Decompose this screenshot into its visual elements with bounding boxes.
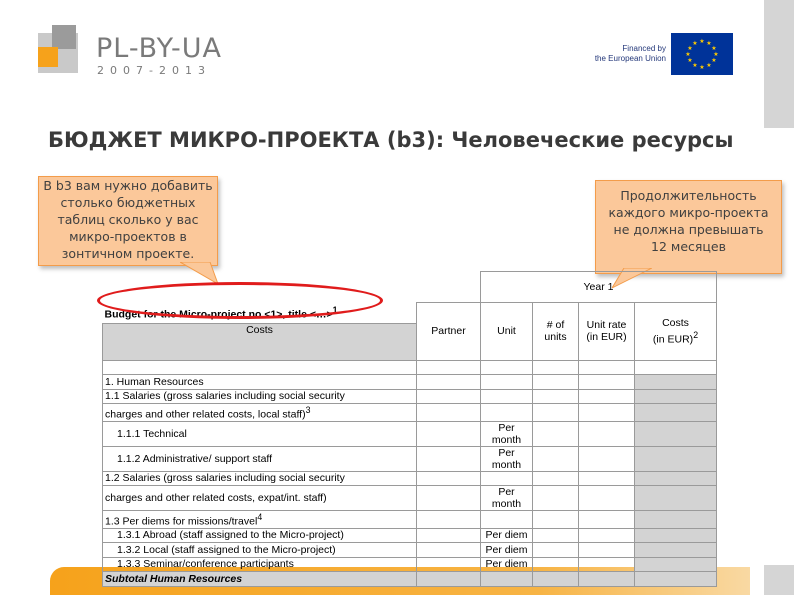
table-corner — [417, 272, 481, 303]
row-label — [103, 446, 417, 471]
table-row — [103, 486, 717, 511]
row-cell-total — [635, 375, 717, 390]
callout-right-line: не должна превышать — [613, 222, 764, 237]
eu-flag-icon — [671, 33, 733, 75]
row-cell-num — [533, 486, 579, 511]
row-cell-partner — [417, 421, 481, 446]
row-cell-unit: Per diem — [481, 528, 533, 543]
table-row — [103, 471, 717, 486]
row-cell-num — [533, 421, 579, 446]
program-logo-name: PL-BY-UA — [96, 33, 222, 64]
row-cell-partner — [417, 404, 481, 422]
row-cell-rate — [579, 486, 635, 511]
row-label-text: charges and other related costs, expat/int. staff) — [105, 492, 327, 504]
highlight-oval — [97, 282, 383, 319]
row-label-text: Subtotal Human Resources — [105, 572, 243, 585]
row-label — [103, 572, 417, 587]
svg-text:★: ★ — [699, 64, 705, 71]
row-label-text: 1.3.3 Seminar/conference participants — [117, 558, 294, 571]
row-label-text: 1.1.2 Administrative/ support staff — [117, 452, 273, 465]
row-cell-total — [635, 446, 717, 471]
row-label-text: 1.3.2 Local (staff assigned to the Micro-project) — [117, 543, 336, 556]
header-num-units-line: # of — [546, 319, 565, 332]
table-row — [103, 511, 717, 529]
table-row — [103, 543, 717, 558]
page-title: БЮДЖЕТ МИКРО-ПРОЕКТА (b3): Человеческие ресурсы — [48, 128, 734, 152]
row-cell-rate — [579, 528, 635, 543]
table-row — [103, 375, 717, 390]
svg-text:★: ★ — [706, 40, 712, 47]
table-row — [103, 557, 717, 572]
row-cell-num — [533, 446, 579, 471]
row-label-text: 1.3.1 Abroad (staff assigned to the Micro-project) — [117, 529, 344, 542]
row-label — [103, 511, 417, 529]
row-cell-total — [635, 471, 717, 486]
callout-left-line: В b3 вам нужно добавить — [43, 178, 213, 193]
row-cell-unit: Per month — [481, 421, 533, 446]
row-cell-rate — [579, 471, 635, 486]
row-cell-total — [635, 557, 717, 572]
row-label — [103, 471, 417, 486]
table-row — [103, 389, 717, 404]
svg-text:★: ★ — [699, 38, 705, 45]
row-cell-num — [533, 471, 579, 486]
callout-right-line: 12 месяцев — [651, 239, 726, 254]
svg-text:★: ★ — [711, 45, 717, 52]
svg-text:★: ★ — [685, 51, 691, 58]
row-label-text: 1.2 Salaries (gross salaries including social security — [105, 472, 345, 485]
svg-text:★: ★ — [692, 40, 698, 47]
callout-left — [38, 176, 218, 266]
row-label — [103, 528, 417, 543]
svg-text:★: ★ — [687, 45, 693, 52]
header-total-cost-footnote: 2 — [693, 330, 699, 340]
row-footnote: 4 — [257, 512, 263, 522]
row-cell-unit — [481, 572, 533, 587]
row-cell-partner — [417, 528, 481, 543]
row-label-text: 1.3 Per diems for missions/travel — [105, 515, 258, 528]
row-cell-total — [635, 389, 717, 404]
header-unit-rate-line: (in EUR) — [586, 331, 627, 344]
eu-stars-icon — [671, 33, 733, 75]
row-cell-rate — [579, 375, 635, 390]
table-spacer-row — [103, 360, 717, 375]
row-cell-total — [635, 511, 717, 529]
row-cell-rate — [579, 404, 635, 422]
header-unit: Unit — [481, 303, 533, 361]
row-cell-rate — [579, 511, 635, 529]
row-cell-partner — [417, 572, 481, 587]
header-total-cost — [635, 303, 717, 361]
row-cell-rate — [579, 557, 635, 572]
table-cell — [417, 360, 481, 375]
table-row — [103, 528, 717, 543]
row-cell-unit — [481, 389, 533, 404]
row-cell-num — [533, 389, 579, 404]
callout-left-line: микро-проектов в — [69, 229, 187, 244]
row-cell-unit — [481, 375, 533, 390]
header-num-units — [533, 303, 579, 361]
table-row — [103, 572, 717, 587]
table-row — [103, 446, 717, 471]
budget-title-text: Budget for the Micro-project no <1>, title <…> — [104, 308, 333, 321]
row-cell-num — [533, 511, 579, 529]
svg-text:★: ★ — [713, 51, 719, 58]
row-label — [103, 421, 417, 446]
row-label — [103, 543, 417, 558]
eu-funding-note — [595, 44, 666, 64]
row-cell-rate — [579, 421, 635, 446]
callout-left-line: таблиц сколько у вас — [57, 212, 199, 227]
table-body — [103, 375, 717, 587]
row-cell-num — [533, 543, 579, 558]
table-row — [103, 421, 717, 446]
row-cell-num — [533, 572, 579, 587]
row-cell-num — [533, 528, 579, 543]
row-cell-total — [635, 486, 717, 511]
row-label — [103, 389, 417, 404]
row-cell-rate — [579, 389, 635, 404]
svg-text:★: ★ — [706, 62, 712, 69]
program-logo-years: 2007-2013 — [97, 64, 211, 77]
row-cell-total — [635, 404, 717, 422]
row-cell-rate — [579, 572, 635, 587]
row-cell-total — [635, 528, 717, 543]
table-row — [103, 404, 717, 422]
row-cell-total — [635, 421, 717, 446]
year-label — [481, 272, 717, 303]
row-cell-partner — [417, 375, 481, 390]
row-label — [103, 375, 417, 390]
header-partner: Partner — [417, 303, 481, 361]
header-total-cost-line: Costs — [662, 317, 689, 329]
row-label-text: charges and other related costs, local staff) — [105, 408, 306, 421]
header-costs: Costs — [103, 323, 417, 360]
row-cell-unit — [481, 404, 533, 422]
budget-table — [102, 271, 717, 587]
table-cell — [579, 360, 635, 375]
row-cell-num — [533, 404, 579, 422]
row-cell-total — [635, 543, 717, 558]
row-cell-partner — [417, 389, 481, 404]
header-total-cost-unit: (in EUR) — [652, 333, 694, 346]
table-cell — [533, 360, 579, 375]
callout-right-line: Продолжительность — [620, 188, 757, 203]
row-cell-rate — [579, 543, 635, 558]
row-cell-unit — [481, 511, 533, 529]
row-cell-unit: Per month — [481, 486, 533, 511]
row-label — [103, 557, 417, 572]
table-cell — [103, 360, 417, 375]
row-cell-total — [635, 572, 717, 587]
row-cell-num — [533, 557, 579, 572]
row-cell-unit: Per month — [481, 446, 533, 471]
row-cell-num — [533, 375, 579, 390]
header-num-units-line: units — [544, 331, 567, 344]
year-label-text: Year 1 — [583, 281, 614, 293]
callout-right — [595, 180, 782, 274]
row-cell-partner — [417, 557, 481, 572]
row-label — [103, 404, 417, 422]
svg-text:★: ★ — [692, 62, 698, 69]
eu-funding-line-2: the European Union — [594, 54, 666, 63]
header-unit-rate — [579, 303, 635, 361]
callout-right-line: каждого микро-проекта — [608, 205, 769, 220]
callout-left-line: столько бюджетных — [60, 195, 196, 210]
table-cell — [635, 360, 717, 375]
row-label-text: 1. Human Resources — [105, 375, 204, 388]
budget-title-footnote: 1 — [332, 305, 338, 316]
row-label-text: 1.1.1 Technical — [117, 427, 187, 440]
eu-funding-line-1: Financed by — [622, 44, 666, 53]
header-unit-rate-line: Unit rate — [586, 319, 627, 332]
side-accent-bar — [764, 0, 794, 128]
table-cell — [481, 360, 533, 375]
row-cell-partner — [417, 511, 481, 529]
callout-left-line: зонтичном проекте. — [61, 246, 195, 261]
header-total-cost-line-2 — [637, 329, 714, 346]
program-logo-icon — [38, 25, 88, 75]
svg-text:★: ★ — [711, 57, 717, 64]
row-label — [103, 486, 417, 511]
row-cell-partner — [417, 543, 481, 558]
corner-accent-block — [764, 565, 794, 595]
row-cell-partner — [417, 446, 481, 471]
row-cell-partner — [417, 486, 481, 511]
row-cell-unit: Per diem — [481, 557, 533, 572]
row-cell-rate — [579, 446, 635, 471]
row-footnote: 3 — [305, 405, 311, 415]
row-label-text: 1.1 Salaries (gross salaries including social security — [105, 390, 345, 403]
row-cell-partner — [417, 471, 481, 486]
row-cell-unit — [481, 471, 533, 486]
row-cell-unit: Per diem — [481, 543, 533, 558]
svg-text:★: ★ — [687, 57, 693, 64]
